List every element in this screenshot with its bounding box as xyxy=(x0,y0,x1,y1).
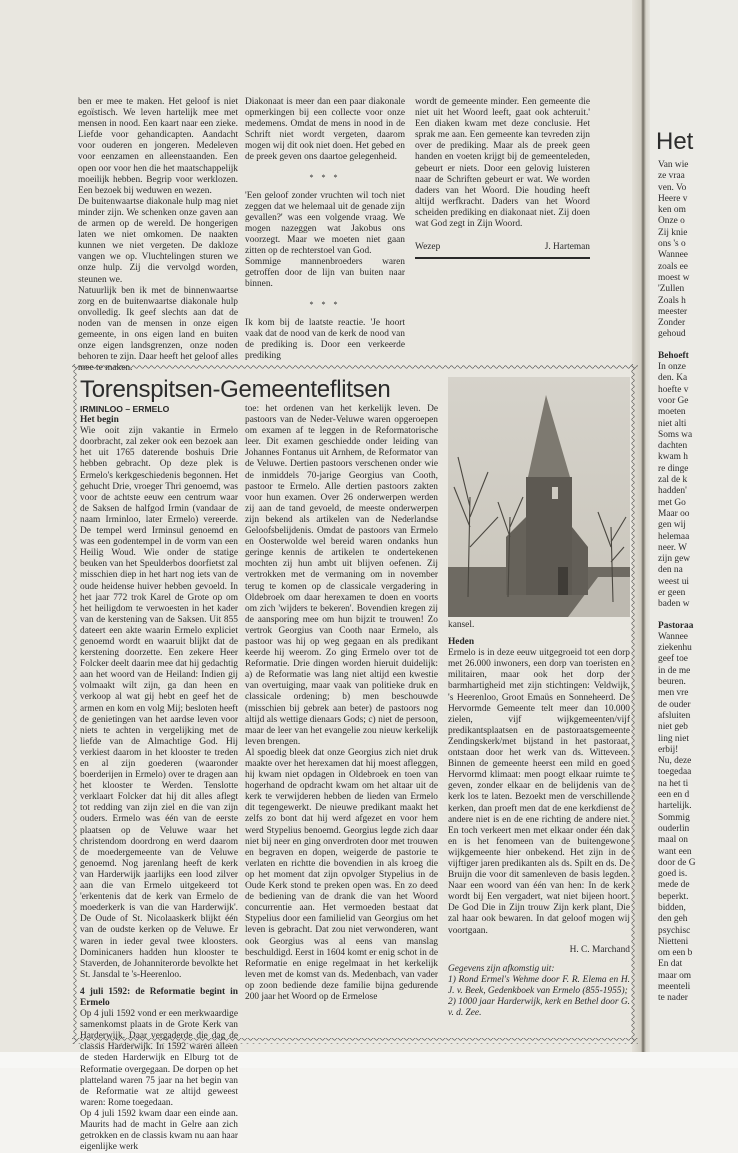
text-line: helemaa xyxy=(658,531,690,542)
text-line: Sommig xyxy=(658,812,690,823)
text-line: te nader xyxy=(658,993,688,1004)
text-line: bidden, xyxy=(658,903,686,913)
section-heading: Heden xyxy=(448,637,475,648)
top-column-3 xyxy=(415,97,590,259)
text-line: om een b xyxy=(658,948,693,959)
paragraph: Op 4 juli 1592 vond er een merkwaardige samenkomst plaats in de Grote Kerk van Harderwijk. Daar vergaderde die dag de classis Harderwijk. In 1592 waren alleen de steden Harderwijk en Elburg tot de Reformatie overgegaan. De dorpen op het platteland waren 75 jaar na het begin van de Reformatie wat ze altijd geweest waren: Rome toegedaan. xyxy=(80,1009,238,1108)
top-column-1 xyxy=(78,97,238,374)
text-line: ling niet xyxy=(658,733,689,744)
text-line: met Go xyxy=(658,497,686,508)
article-title: Torenspitsen-Gemeenteflitsen xyxy=(80,376,391,403)
text-line: ven. Vo xyxy=(658,182,687,193)
right-page-title: Het xyxy=(656,128,694,155)
text-line: zal de k xyxy=(658,475,688,486)
text-line: na het ti xyxy=(658,778,689,789)
place: Wezep xyxy=(415,242,441,253)
text-line: moest w xyxy=(658,272,690,283)
text-line: beuren. xyxy=(658,677,686,688)
article-column-3 xyxy=(448,377,630,1019)
signature-line xyxy=(415,242,590,259)
text-line: in de me xyxy=(658,665,691,676)
text-line: er geen xyxy=(658,587,686,598)
text-line: niet geb xyxy=(658,722,688,733)
text-line: maar om xyxy=(658,970,692,981)
paragraph: Diakonaat is meer dan een paar diakonale opmerkingen bij een collecte voor onze medemens. Omdat de mens in nood in de Schrift niet wordt vergeten, daarom mogen wij dit ook niet doen. Het gebed en de preek geven ons daartoe gelegenheid. xyxy=(245,97,405,163)
text-line: ouderlin xyxy=(658,823,690,834)
text-line: geef toe xyxy=(658,654,688,665)
text-line: mede de xyxy=(658,880,690,891)
text-line: erbij! xyxy=(658,744,679,755)
article-author: H. C. Marchand xyxy=(569,944,630,955)
text-line: door de G xyxy=(658,857,696,868)
right-page-column xyxy=(658,160,738,1005)
text-line: In onze xyxy=(658,362,686,373)
paragraph: toe: het ordenen van het kerkelijk leven. De pastoors van de Neder-Veluwe waren opgeroepen om examen af te leggen in de Reformatorische leer. Dit examen geschiedde onder leiding van Johannes Fontanus uit Arnhem, de Reformator van de Veluwe. Dertien pastoors verschenen onder wie de inmiddels 70-jarige Georgius van Cooth, pastoor te Ermelo. Alle dertien pastoors zakten voor hun examen. Over 26 onderwerpen werden zij aan de tand gevoeld, de meeste onderwerpen zijn bekend als artikelen van de Nederlandse Geloofsbelijdenis. Omdat de pastoors van Ermelo en Oosterwolde wel bereid waren ondanks hun geringe kennis de artikelen te ondertekenen mochten zij hun ambt uit blijven oefenen. Zij vertrokken met de vermaning om in november terug te komen op de classicale vergadering in Oldebroek om daar herexamen te doen en voorts om zich 'wijders te bekeren'. Bovendien kregen zij de aansporing mee om hun bijzit te trouwen! Zo vertrok Georgius van Cooth naar Ermelo, als pastoor was hij op weg gegaan en als predikant keerde hij weerom. Zo ging Ermelo over tot de Reformatie. Drie dingen worden hieruit duidelijk: a) de Reformatie was lang niet altijd een kwestie van overtuiging, maar vaak van politieke druk en classicale ordening; b) men beschouwde (misschien bij gebrek aan beter) de pastoors nog altijd als wettige dienaars Gods; c) niet de persoon, maar de leer van het evangelie zou nieuw kerkelijk leven brengen. xyxy=(245,404,438,747)
section-separator: * * * xyxy=(309,299,341,309)
paragraph: De buitenwaartse diakonale hulp mag niet minder zijn. We schenken onze gaven aan de armen op de wereld. De hongerigen laten we niet omkomen. De naakten kunnen we niet vergeten. De dakloze vangen we op. Vluchtelingen sturen we onze hulp. Zij die vervolgd worden, steunen we. xyxy=(78,196,238,285)
text-line: afsluiten xyxy=(658,710,691,721)
top-column-2 xyxy=(245,97,405,362)
paragraph: ben er mee te maken. Het geloof is niet egoïstisch. We leven hartelijk mee met mensen in nood. Een kaart naar een zieke. Liefde voor gehandicapten. Aandacht voor ouderen en jongeren. Medeleven voor eenzamen en alleenstaanden. Een open oor voor hen die het maatschappelijk moeilijk hebben. Begrip voor werklozen. Een bezoek bij weduwen en wezen. xyxy=(78,97,238,196)
text-line: dachten xyxy=(658,441,688,452)
text-line: beperkt. xyxy=(658,891,689,902)
text-line: zijn gew xyxy=(658,554,691,565)
text-line: den geh xyxy=(658,914,688,925)
text-line: toegedaa xyxy=(658,767,692,778)
text-line: ons 's o xyxy=(658,239,686,250)
text-line: Heere v xyxy=(658,193,688,204)
paragraph: Ermelo is in deze eeuw uitgegroeid tot een dorp met 26.000 inwoners, een dorp van toeristen en militairen, maar ook het dorp der barmhartigheid met zijn stichtingen: Veldwijk, 's Heerenloo, Groot Emaüs en Sonneheerd. De Hervormde Gemeente telt meer dan 10.000 zielen, vijf wijkgemeenten/vijf predikantsplaatsen en de pastoraatsgemeente Zendingskerk/met bijstand in het pastoraat, ontstaan door het werk van ds. Witteveen. Binnen de gemeente heerst een mild en goed Hervormd klimaat: men poogt elkaar ruimte te geven, zonder elkaar en de belijdenis van de kerk los te laten. Bezoekt men de verschillende kerken, dan proeft men dat de ene kerkdienst de andere niet is en de ene richting de andere niet. En toch verkeert men met elkaar onder één dak en is het fenomeen van de buitengewone wijkgemeente hier onbekend. Het zijn in de vijftiger jaren predikanten als ds. Spilt en ds. De Bruijn die voor dit samenleven de basis legden. Naar een woord van één van hen: In de kerk wordt bij Een vergadert, wat niet bijeen hoort. De God Die in Zijn trouw Zijn kerk plant, Die zal haar ook bewaren. In dat geloof mogen wij voortgaan. xyxy=(448,648,630,936)
text-line: Zij knie xyxy=(658,227,688,238)
text-line: Maar oo xyxy=(658,508,690,519)
text-line: niet alti xyxy=(658,418,687,429)
text-line: baden w xyxy=(658,599,690,610)
paragraph: Al spoedig bleek dat onze Georgius zich niet druk maakte over het herexamen dat hij moest afleggen, hij kwam niet opdagen in Oldebroek en toen van hogerhand de opdracht kwam om het altaar uit de kerk te verwijderen hebben de lieden van Ermelo dit tegengewerkt. De nieuwe predikant maakt het zelfs zo bont dat hij werd afgezet en voor hem werd Stypelius benoemd. Georgius legde zich daar niet bij neer en ging onverdroten door met trouwen en begraven en dopen, weigerde de pastorie te verlaten en richtte die bovendien in als kroeg die op het moment dat zijn opvolger Stypelius in de Oude Kerk stond te preken open was. En zo deed de bediening van de drank die van het Woord concurrentie aan. Het vermoeden bestaat dat Stypelius door een familielid van Georgius om het leven is gebracht. Dat zou niet verwonderen, want ook Georgius was al eens van manslag beschuldigd. Eerst in 1604 komt er enig schot in de Reformatie en enige regelmaat in het kerkelijk leven met de komst van ds. Medenbach, van vader op zoon bediende deze familie bijna gedurende 200 jaar het Woord op de Ermelose xyxy=(245,747,438,1002)
text-line: Zonder xyxy=(658,318,686,329)
text-line: de ouder xyxy=(658,699,691,710)
text-line: weest ui xyxy=(658,576,689,587)
text-line: Pastoraa xyxy=(658,620,694,631)
paragraph: Wie ooit zijn vakantie in Ermelo doorbracht, zal zeker ook een bezoek aan het uit 1765 daterende boshuis Drie hebben gebracht. Op deze plek is Ermelo's kerkgeschiedenis begonnen. Het gehucht Drie, vroeger Thri genoemd, was voor de achtste eeuw een centrum waar de Saksen de halfgod Irmin (vandaar de naam Irminloo, later Ermelo) vereerde. De tempel werd Irminsul genoemd en was een godentempel in de vorm van een Heilig Woud. Wie onder de statige beuken van het Speulderbos doorfietst zal misschien diep in het hart nog iets van de oude heidense huiver hebben gevoeld. In het jaar 772 trok Karel de Grote op om het heiligdom te verwoesten in het kader van de kerstening van de Saksen. Uit 855 dateert een akte waarin Ermelo expliciet genoemd wordt en waaruit blijkt dat de kerstening doorzette. Een zekere Heer Folcker deelt daarin mee dat hij gedachtig aan het woord van de Heiland: Indien gij volmaakt wilt zijn, ga dan heen en verkoop al wat gij hebt en geef het de armen en kom en volg Mij; besloten heeft de genietingen van het aardse leven voor niets te achten in vergelijking met de liefde van de Almachtige God. Hij verkiest daarom in het klooster te treden en al zijn goederen (waaronder boerderijen in Ermelo) over te dragen aan het klooster te Werden. Tenslotte verklaart Folcker dat hij dit alles aflegt tot redding van zijn ziel en die van zijn ouders. Ermelo was één van de eerste plaatsen op de Veluwe waar het christendom doordrong en werd daarom de moedergemeente van de Veluwe genoemd. Nog jarenlang heeft de kerk van Harderwijk jaarlijks een lood zilver aan die van Ermelo uitgekeerd tot 'erkentenis dat de kerk van Ermelo de moederkerk is van die van Harderwijk'. De Oude of St. Nicolaaskerk blijkt één van de oudste kerken op de Veluwe. Er waren in ieder geval twee kloosters. Dominicaners hadden hun klooster te Staverden, de Johanniterorde bevolkte het St. Jansdal te 's-Heerenloo. xyxy=(80,426,238,980)
text-line: men vre xyxy=(658,688,689,699)
text-line: 'Zullen xyxy=(658,284,685,295)
text-line: psychisc xyxy=(658,925,691,936)
text-line: gen wij xyxy=(658,520,686,531)
text-line: Wannee xyxy=(658,250,688,261)
sources-heading: Gegevens zijn afkomstig uit: xyxy=(448,963,555,974)
text-line: moeten xyxy=(658,407,686,418)
text-line: Zoals h xyxy=(658,295,686,306)
text-line: re dinge xyxy=(658,463,689,474)
spacer xyxy=(658,611,738,621)
right-page xyxy=(650,0,738,1052)
text-line: want een xyxy=(658,846,692,857)
article-column-2 xyxy=(245,404,438,1003)
text-line: meenteli xyxy=(658,982,691,993)
paragraph: Op 4 juli 1592 kwam daar een einde aan. Maurits had de macht in Gelre aan zich getrokken en de classis kwam nu aan haar eigenlijke werk xyxy=(80,1108,238,1153)
text-line: ziekenhu xyxy=(658,643,692,654)
text-line: maal on xyxy=(658,835,688,846)
text-line: kwam h xyxy=(658,452,688,463)
section-heading: Het begin xyxy=(80,415,119,426)
text-line: Van wie xyxy=(658,160,689,170)
paragraph: wordt de gemeente minder. Een gemeente die niet uit het Woord leeft, gaat ook achteruit.' Een diaken kwam met deze conclusie. Het sprak me aan. Een gemeente kan tevreden zijn over de prediking. Maar als de preek geen handen en voeten krijgt bij de gemeenteleden, gebeurt er niets. Door een gelovig luisteren naar de Schriften gebeurt er wat. We worden daders van het Woord. Die houding heeft altijd werfkracht. Daders van het Woord scheiden prediking en diakonaat niet. Zij doen wat God zegt in Zijn Woord. xyxy=(415,97,590,230)
paragraph: kansel. xyxy=(448,620,475,630)
source-item: 1) Rond Ermel's Wehme door F. R. Elema en H. J. v. Beek, Gedenkboek van Ermelo (855-1955); xyxy=(448,974,630,996)
text-line: ze vraa xyxy=(658,171,685,182)
text-line: zoals ee xyxy=(658,261,688,272)
text-line: Soms wa xyxy=(658,429,693,440)
paragraph: Ik kom bij de laatste reactie. 'Je hoort vaak dat de nood van de kerk de nood van de prediking is. Door een verkeerde prediking xyxy=(245,317,405,361)
article-column-1 xyxy=(80,404,238,1153)
text-line: Onze o xyxy=(658,216,685,227)
paragraph: Sommige mannenbroeders waren getroffen door de lijn van buiten naar binnen. xyxy=(245,257,405,290)
section-separator: * * * xyxy=(309,172,341,182)
text-line: En dat xyxy=(658,959,683,970)
spacer xyxy=(658,341,738,351)
text-line: den. Ka xyxy=(658,373,688,384)
paragraph: Natuurlijk ben ik met de binnenwaartse zorg en de buitenwaartse diakonale hulp onvolledig. Ik geef slechts aan dat de noden van de mensen in onze eigen gemeente, in ons eigen land en buiten onze eigen landsgrenzen, onze noden behoren te zijn. Daar heeft het geloof alles mee te maken. xyxy=(78,285,238,374)
text-line: Nu, deze xyxy=(658,756,692,767)
article-kicker: IRMINLOO – ERMELO xyxy=(80,404,170,414)
text-line: hadden' xyxy=(658,486,687,497)
text-line: meester xyxy=(658,306,688,317)
text-line: neer. W xyxy=(658,542,687,553)
text-line: Behoeft xyxy=(658,350,689,361)
text-line: ken om xyxy=(658,205,686,216)
text-line: Nietteni xyxy=(658,936,689,947)
text-line: een en d xyxy=(658,790,690,801)
text-line: Wannee xyxy=(658,631,688,642)
section-heading: 4 juli 1592: de Reformatie begint in Ermelo xyxy=(80,986,238,1008)
text-line: hoefte v xyxy=(658,384,689,395)
text-line: voor Ge xyxy=(658,395,689,406)
text-line: gehoud xyxy=(658,329,686,340)
source-item: 2) 1000 jaar Harderwijk, kerk en Bethel door G. v. d. Zee. xyxy=(448,997,630,1019)
church-photo xyxy=(448,377,630,617)
text-line: den na xyxy=(658,565,683,576)
paragraph: 'Een geloof zonder vruchten wil toch niet zeggen dat we helemaal uit de genade zijn gevallen?' was een volgende vraag. We mogen nazeggen wat Jakobus ons voorzegt. Maar we moeten niet gaan zitten op de rechterstoel van God. xyxy=(245,190,405,257)
author: J. Harteman xyxy=(544,242,590,253)
text-line: hartelijk. xyxy=(658,801,692,812)
text-line: goed is. xyxy=(658,869,688,880)
